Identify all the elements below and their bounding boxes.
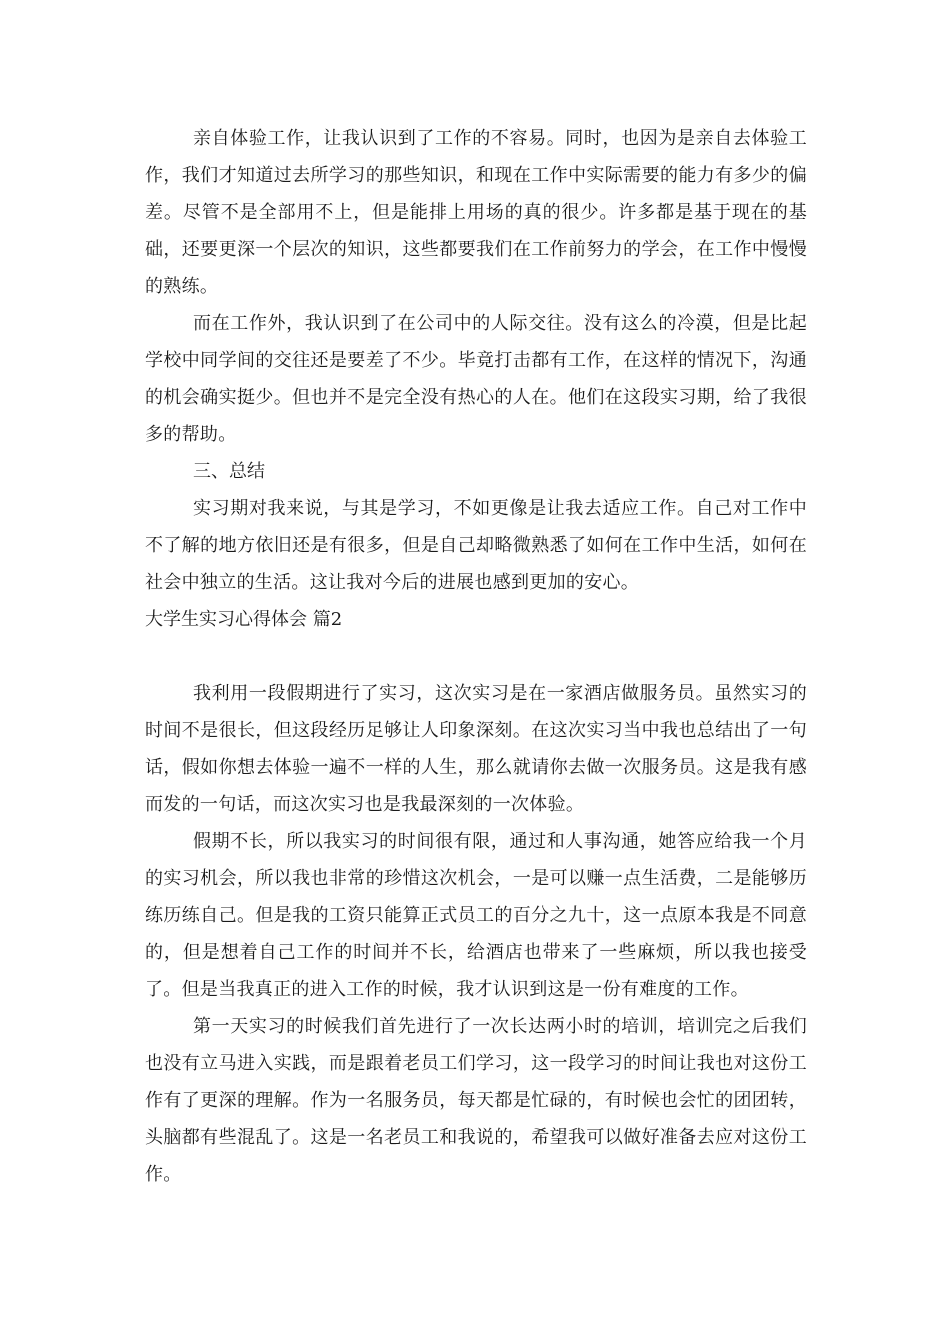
blank-line — [145, 638, 807, 675]
paragraph-work-experience: 亲自体验工作，让我认识到了工作的不容易。同时，也因为是亲自去体验工作，我们才知道过去所学习的那些知识，和现在工作中实际需要的能力有多少的偏差。尽管不是全部用不上，但是能排上用场的真的很少。许多都是基于现在的基础，还要更深一个层次的知识，这些都要我们在工作前努力的学会，在工作中慢慢的熟练。 — [145, 128, 807, 297]
paragraph-social-interaction: 而在工作外，我认识到了在公司中的人际交往。没有这么的冷漠，但是比起学校中同学间的交往还是要差了不少。毕竟打击都有工作，在这样的情况下，沟通的机会确实挺少。但也并不是完全没有热心的人在。他们在这段实习期，给了我很多的帮助。 — [145, 313, 807, 445]
paragraph-short-holiday: 假期不长，所以我实习的时间很有限，通过和人事沟通，她答应给我一个月的实习机会，所以我也非常的珍惜这次机会，一是可以赚一点生活费，二是能够历练历练自己。但是我的工资只能算正式员工的百分之九十，这一点原本我是不同意的，但是想着自己工作的时间并不长，给酒店也带来了一些麻烦，所以我也接受了。但是当我真正的进入工作的时候，我才认识到这是一份有难度的工作。 — [145, 831, 807, 1000]
paragraph-hotel-internship: 我利用一段假期进行了实习，这次实习是在一家酒店做服务员。虽然实习的时间不是很长，但这段经历足够让人印象深刻。在这次实习当中我也总结出了一句话，假如你想去体验一遍不一样的人生，那么就请你去做一次服务员。这是我有感而发的一句话，而这次实习也是我最深刻的一次体验。 — [145, 683, 807, 815]
section-heading-summary: 三、总结 — [193, 461, 265, 482]
paragraph-summary: 实习期对我来说，与其是学习，不如更像是让我去适应工作。自己对工作中不了解的地方依旧还是有很多，但是自己却略微熟悉了如何在工作中生活，如何在社会中独立的生活。这让我对今后的进展也感到更加的安心。 — [145, 498, 807, 593]
document-page — [145, 120, 807, 1193]
chapter-title: 大学生实习心得体会 篇2 — [145, 609, 343, 630]
paragraph-first-day: 第一天实习的时候我们首先进行了一次长达两小时的培训，培训完之后我们也没有立马进入实践，而是跟着老员工们学习，这一段学习的时间让我也对这份工作有了更深的理解。作为一名服务员，每天都是忙碌的，有时候也会忙的团团转，头脑都有些混乱了。这是一名老员工和我说的，希望我可以做好准备去应对这份工作。 — [145, 1016, 807, 1185]
